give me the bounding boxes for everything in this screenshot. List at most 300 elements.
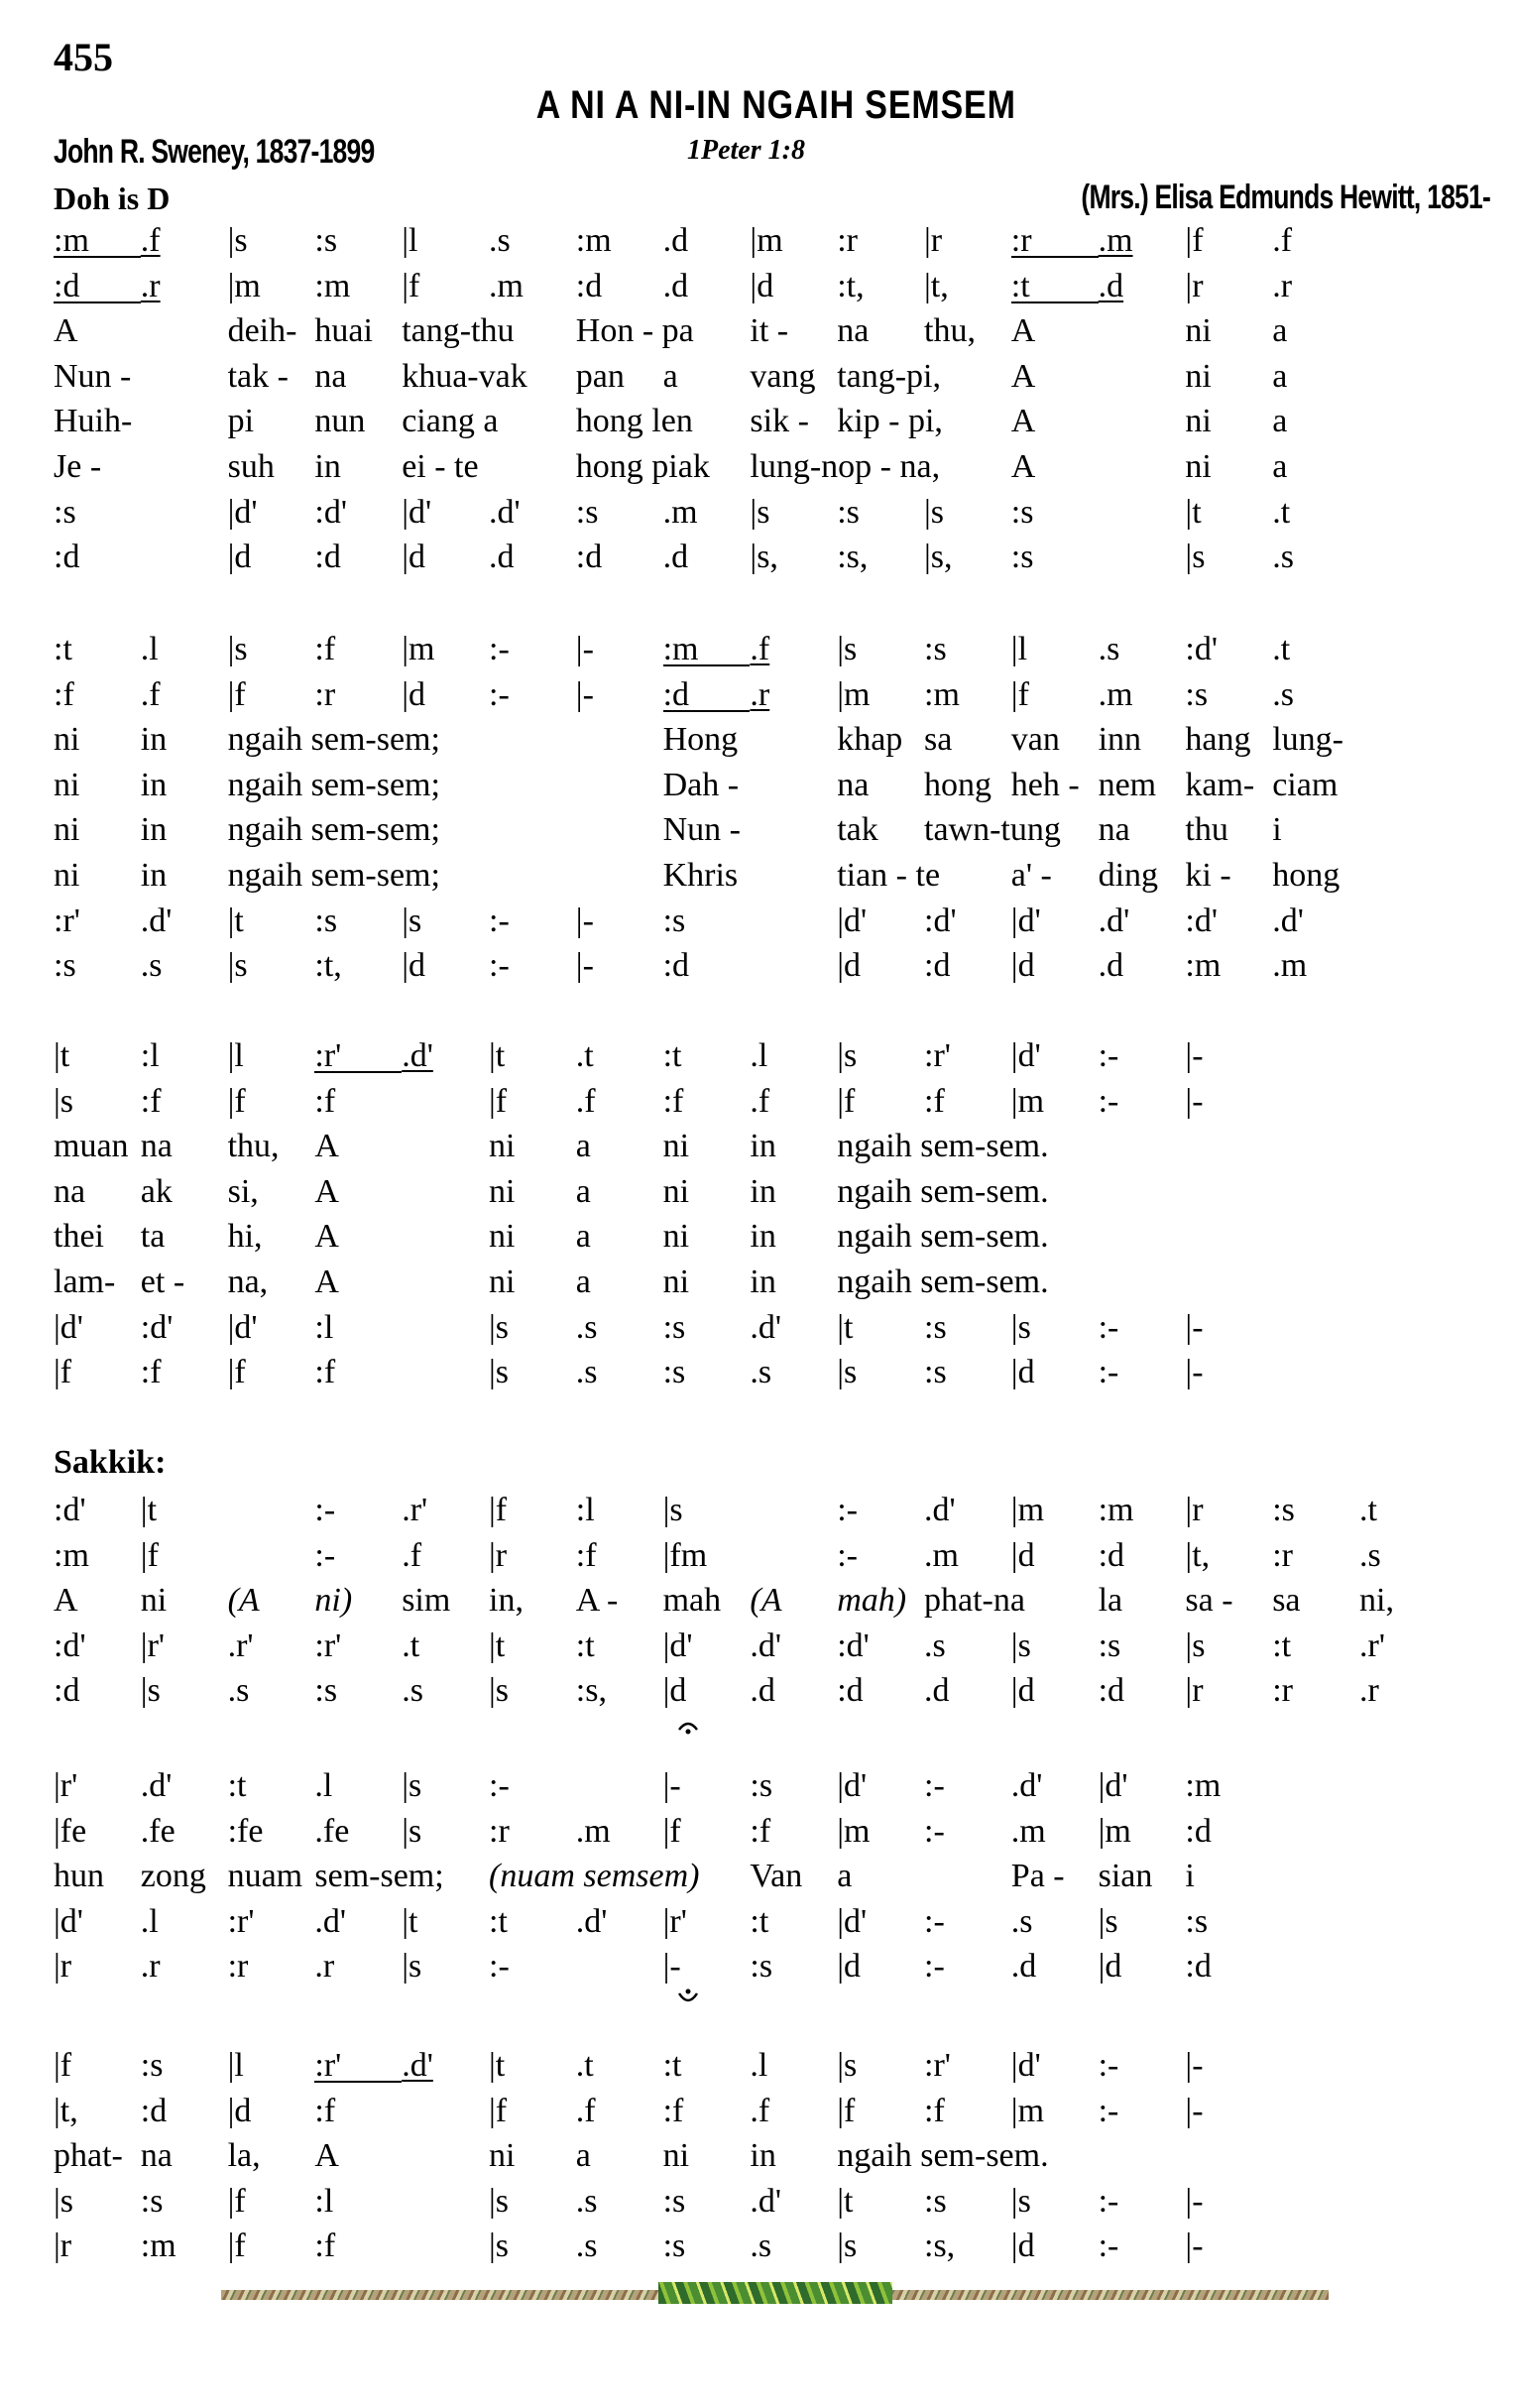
score-cell: ding xyxy=(1098,857,1159,894)
score-cell: thu, xyxy=(924,312,976,350)
score-cell: |- xyxy=(1185,1354,1204,1391)
score-cell: |d' xyxy=(837,1902,868,1940)
score-cell: .d' xyxy=(750,1308,782,1346)
score-cell: zong xyxy=(140,1858,206,1895)
score-cell: |l xyxy=(402,222,418,259)
score-cell: |f xyxy=(489,2092,508,2129)
score-cell: |s xyxy=(837,631,858,667)
score-cell: in xyxy=(750,2137,776,2175)
score-cell: .m xyxy=(1010,1812,1046,1850)
score-cell: |- xyxy=(575,947,594,985)
score-cell: :s xyxy=(54,493,76,531)
score-cell: :s, xyxy=(837,539,869,576)
score-cell: .m xyxy=(1098,222,1133,259)
score-cell: .t xyxy=(1359,1492,1377,1528)
score-cell: .d' xyxy=(314,1902,347,1940)
score-line xyxy=(0,1214,1517,1260)
score-line xyxy=(0,2043,1517,2089)
score-cell: :s xyxy=(1185,675,1209,713)
score-cell: A xyxy=(54,1582,78,1620)
score-cell: |f xyxy=(1185,222,1204,259)
score-cell: .r xyxy=(140,267,161,304)
score-cell: :- xyxy=(489,947,510,985)
score-cell: :m xyxy=(1185,1767,1222,1804)
score-cell: |t, xyxy=(1185,1536,1211,1574)
score-cell: .d xyxy=(662,267,689,304)
score-cell: :- xyxy=(837,1536,858,1574)
score-cell: a xyxy=(575,1172,591,1210)
score-cell: :d' xyxy=(140,1308,174,1346)
score-cell: :s xyxy=(1098,1626,1121,1664)
score-cell: .m xyxy=(489,267,524,304)
score-cell: a xyxy=(1272,403,1288,440)
score-cell: thu, xyxy=(227,1128,280,1165)
score-cell: A - xyxy=(575,1582,619,1620)
score-cell: .f xyxy=(575,1082,596,1120)
score-cell: :t xyxy=(750,1902,769,1940)
score-cell: |t xyxy=(227,902,244,939)
score-cell: |- xyxy=(662,1948,681,1986)
score-cell: in xyxy=(140,766,168,803)
score-cell: .r' xyxy=(227,1626,254,1664)
score-cell: :- xyxy=(489,1767,510,1804)
score-cell: |- xyxy=(1185,1082,1204,1120)
score-cell: .s xyxy=(489,222,511,259)
score-cell: |d' xyxy=(1010,902,1041,939)
score-cell: A xyxy=(1010,403,1036,440)
score-cell: |t xyxy=(837,2182,854,2220)
score-cell: .s xyxy=(750,1354,772,1391)
score-cell: phat-na xyxy=(924,1582,1025,1620)
score-cell: ni xyxy=(489,2137,516,2175)
score-cell: in xyxy=(750,1218,776,1256)
score-cell: .d' xyxy=(750,2182,782,2220)
score-cell: (nuam semsem) xyxy=(489,1858,700,1895)
score-cell: |- xyxy=(575,675,594,713)
score-cell: .s xyxy=(575,1308,598,1346)
score-cell: :f xyxy=(314,2092,336,2129)
score-cell: phat- xyxy=(54,2137,123,2175)
score-cell: .l xyxy=(140,631,159,667)
score-cell: :f xyxy=(662,1082,684,1120)
score-cell: |r xyxy=(1185,267,1204,304)
score-cell: :d xyxy=(575,539,603,576)
score-cell: hong xyxy=(1272,857,1341,894)
score-cell: |s xyxy=(837,1037,858,1074)
score-cell: pi xyxy=(227,403,255,440)
score-cell: :s xyxy=(750,1767,773,1804)
score-cell: ngaih sem-sem; xyxy=(227,811,440,849)
score-cell: lung-nop - na, xyxy=(750,448,941,485)
score-cell: ngaih sem-sem. xyxy=(837,1128,1049,1165)
score-cell: :r xyxy=(1272,1672,1293,1710)
score-cell: :s xyxy=(924,1308,947,1346)
score-cell: :s xyxy=(575,493,599,531)
score-line xyxy=(0,1944,1517,1989)
score-cell: |d xyxy=(662,1672,687,1710)
score-cell: :d' xyxy=(1185,631,1218,667)
score-cell: a xyxy=(1272,448,1288,485)
score-cell: :d' xyxy=(314,493,347,531)
score-line xyxy=(0,1124,1517,1169)
score-line xyxy=(0,308,1517,354)
score-cell: inn xyxy=(1098,721,1142,759)
score-line xyxy=(0,1899,1517,1945)
score-cell: :t xyxy=(227,1767,247,1804)
score-cell: :s xyxy=(924,2182,947,2220)
score-cell: .d xyxy=(662,539,689,576)
score-cell: :- xyxy=(489,631,510,667)
score-cell: |t xyxy=(54,1037,70,1074)
score-cell: |r' xyxy=(662,1902,687,1940)
score-cell: .t xyxy=(575,1037,594,1074)
score-cell: :m xyxy=(140,2227,176,2265)
score-cell: ni xyxy=(140,1582,168,1620)
score-cell: :d xyxy=(662,947,690,985)
score-cell: ni xyxy=(662,1264,690,1300)
score-cell: :s xyxy=(924,631,947,667)
score-line xyxy=(0,1488,1517,1533)
score-line xyxy=(0,627,1517,672)
score-cell: :s, xyxy=(575,1672,607,1710)
score-cell: |d xyxy=(1010,1354,1035,1391)
score-cell: |m xyxy=(1010,2092,1045,2129)
score-cell: .f xyxy=(140,222,161,259)
score-cell: suh xyxy=(227,448,275,485)
score-cell: nun xyxy=(314,403,366,440)
score-cell: :d xyxy=(314,539,341,576)
score-cell: si, xyxy=(227,1172,259,1210)
score-line xyxy=(0,1763,1517,1809)
score-cell: :f xyxy=(662,2092,684,2129)
score-cell: |s xyxy=(227,631,248,667)
score-cell: ta xyxy=(140,1218,166,1256)
score-line xyxy=(0,1809,1517,1855)
score-cell: ngaih sem-sem; xyxy=(227,857,440,894)
score-cell: :s xyxy=(314,1672,338,1710)
score-cell: tawn-tung xyxy=(924,811,1061,849)
score-cell: ni, xyxy=(1359,1582,1394,1620)
score-cell: :f xyxy=(314,631,336,667)
score-cell: ni xyxy=(54,857,80,894)
score-cell: |- xyxy=(575,902,594,939)
score-cell: .t xyxy=(1272,631,1291,667)
score-cell: :f xyxy=(314,1082,336,1120)
score-cell: :s xyxy=(1272,1492,1295,1528)
score-cell: ngaih sem-sem; xyxy=(227,766,440,803)
score-cell: :t xyxy=(489,1902,508,1940)
score-cell: ngaih sem-sem; xyxy=(227,721,440,759)
score-cell: .f xyxy=(1272,222,1293,259)
score-cell: :r xyxy=(837,222,858,259)
score-cell: .f xyxy=(750,631,770,667)
score-cell: heh - xyxy=(1010,766,1080,803)
score-cell: mah) xyxy=(837,1582,907,1620)
score-cell: .f xyxy=(575,2092,596,2129)
score-cell: Van xyxy=(750,1858,803,1895)
score-cell: :s xyxy=(140,2047,164,2084)
score-cell: Je - xyxy=(54,448,102,485)
score-cell: Nun - xyxy=(54,357,132,395)
score-cell: .m xyxy=(1098,675,1133,713)
score-cell: :d' xyxy=(1185,902,1218,939)
score-cell: :- xyxy=(924,1812,945,1850)
score-cell: |s xyxy=(489,1354,510,1391)
score-line xyxy=(0,264,1517,309)
score-cell: :r xyxy=(1011,218,1099,258)
score-cell: .d' xyxy=(140,1767,173,1804)
score-cell: :d xyxy=(54,539,80,576)
score-cell: |t xyxy=(837,1308,854,1346)
score-cell: :m xyxy=(1185,947,1222,985)
score-cell: sa xyxy=(924,721,953,759)
score-cell: A xyxy=(314,1172,339,1210)
score-cell: |s xyxy=(227,222,248,259)
score-cell: a xyxy=(837,1858,853,1895)
score-cell: it - xyxy=(750,312,789,350)
score-cell: sem-sem; xyxy=(314,1858,444,1895)
score-cell: thu xyxy=(1185,811,1228,849)
score-cell: .r' xyxy=(1359,1626,1385,1664)
score-cell: :r' xyxy=(924,1037,951,1074)
score-cell: ni xyxy=(662,1172,690,1210)
score-line xyxy=(0,763,1517,808)
score-cell: ki - xyxy=(1185,857,1231,894)
score-cell: |s xyxy=(924,493,945,531)
score-cell: A xyxy=(1010,357,1036,395)
score-cell: :- xyxy=(489,675,510,713)
score-line xyxy=(0,1033,1517,1079)
score-cell: vang xyxy=(750,357,816,395)
score-cell: :t xyxy=(662,2047,682,2084)
score-cell: |r xyxy=(1185,1672,1204,1710)
score-cell: |f xyxy=(54,2047,72,2084)
score-cell: Khris xyxy=(662,857,739,894)
score-cell: |s xyxy=(1185,539,1206,576)
score-cell: ciang a xyxy=(402,403,499,440)
chorus-label: Sakkik: xyxy=(54,1444,167,1481)
score-cell: |s, xyxy=(750,539,778,576)
score-cell: :s xyxy=(1185,1902,1209,1940)
score-cell: :- xyxy=(314,1492,336,1528)
score-cell: ni xyxy=(662,1128,690,1165)
score-cell: |f xyxy=(54,1354,72,1391)
score-cell: :s xyxy=(750,1948,773,1986)
score-cell: .f xyxy=(140,675,161,713)
score-cell: :- xyxy=(489,902,510,939)
score-line xyxy=(0,1350,1517,1395)
score-cell: :f xyxy=(750,1812,771,1850)
score-cell: .fe xyxy=(314,1812,350,1850)
score-cell: :r xyxy=(314,675,336,713)
score-cell: |s xyxy=(402,1812,422,1850)
score-cell: muan xyxy=(54,1128,129,1165)
score-cell: na xyxy=(314,357,347,395)
score-cell: :- xyxy=(1098,1082,1119,1120)
score-cell: tak xyxy=(837,811,878,849)
hymn-title-text: A NI A NI-IN NGAIH SEMSEM xyxy=(535,83,1017,127)
score-cell: |s xyxy=(140,1672,161,1710)
score-cell: lam- xyxy=(54,1264,116,1300)
score-cell: |s xyxy=(402,902,422,939)
score-cell: :f xyxy=(314,1354,336,1391)
score-cell: sik - xyxy=(750,403,809,440)
score-cell: :d xyxy=(1098,1536,1125,1574)
hymn-number: 455 xyxy=(54,35,113,79)
score-cell: ni xyxy=(489,1264,516,1300)
score-cell: |l xyxy=(227,2047,244,2084)
score-cell: |fm xyxy=(662,1536,708,1574)
score-cell: na xyxy=(837,766,870,803)
score-cell: :t, xyxy=(314,947,342,985)
score-cell: :s xyxy=(662,1308,686,1346)
score-cell: :f xyxy=(314,2227,336,2265)
score-cell: :t xyxy=(1011,264,1099,303)
score-cell: |s xyxy=(837,2227,858,2265)
score-cell: :r' xyxy=(54,902,80,939)
score-cell: i xyxy=(1185,1858,1195,1895)
score-line xyxy=(0,1668,1517,1714)
score-line xyxy=(0,672,1517,718)
score-cell: |fe xyxy=(54,1812,87,1850)
composer: John R. Sweney, 1837-1899 xyxy=(54,133,375,171)
score-cell: ni xyxy=(662,1218,690,1256)
score-cell: .s xyxy=(1272,539,1294,576)
score-cell: .s xyxy=(924,1626,946,1664)
score-cell: :r' xyxy=(924,2047,951,2084)
score-cell: .t xyxy=(1272,493,1291,531)
score-cell: :m xyxy=(575,222,612,259)
score-cell: hang xyxy=(1185,721,1251,759)
score-cell: .m xyxy=(575,1812,611,1850)
score-cell: Pa - xyxy=(1010,1858,1065,1895)
score-cell: :l xyxy=(314,1308,334,1346)
score-line xyxy=(0,943,1517,989)
score-cell: .s xyxy=(750,2227,772,2265)
score-cell: |d' xyxy=(837,902,868,939)
score-cell: |r xyxy=(489,1536,508,1574)
score-cell: |f xyxy=(227,2227,246,2265)
score-cell: in xyxy=(140,811,168,849)
score-cell: .r' xyxy=(402,1492,428,1528)
score-cell: ni xyxy=(54,811,80,849)
score-cell: |f xyxy=(837,2092,856,2129)
score-cell: |d' xyxy=(1098,1767,1128,1804)
score-cell: |d xyxy=(402,539,425,576)
score-cell: A xyxy=(1010,448,1036,485)
score-cell: nem xyxy=(1098,766,1157,803)
score-cell: tang-pi, xyxy=(837,357,941,395)
score-cell: .l xyxy=(314,1767,333,1804)
score-cell: :- xyxy=(924,1948,945,1986)
score-cell: .s xyxy=(1010,1902,1033,1940)
decorative-divider-ornament xyxy=(658,2282,892,2304)
score-cell: :l xyxy=(314,2182,334,2220)
score-cell: tang-thu xyxy=(402,312,515,350)
score-cell: |s xyxy=(54,2182,74,2220)
score-line xyxy=(0,354,1517,400)
score-cell: |r xyxy=(54,2227,72,2265)
score-cell: |s xyxy=(1010,1626,1031,1664)
score-cell: Dah - xyxy=(662,766,740,803)
score-cell: a xyxy=(1272,312,1288,350)
score-cell: :d' xyxy=(54,1492,86,1528)
score-cell: ni xyxy=(54,766,80,803)
score-cell: in xyxy=(750,1172,776,1210)
score-cell: |- xyxy=(1185,2092,1204,2129)
score-cell: ngaih sem-sem. xyxy=(837,2137,1049,2175)
score-cell: :r' xyxy=(227,1902,255,1940)
score-cell: ni) xyxy=(314,1582,353,1620)
score-cell: |l xyxy=(227,1037,244,1074)
score-cell: |- xyxy=(662,1767,681,1804)
score-cell: :- xyxy=(1098,2227,1119,2265)
score-cell: |f xyxy=(837,1082,856,1120)
score-cell: hi, xyxy=(227,1218,263,1256)
score-cell: thei xyxy=(54,1218,104,1256)
score-line xyxy=(0,1533,1517,1579)
score-cell: |f xyxy=(227,1082,246,1120)
score-cell: ngaih sem-sem. xyxy=(837,1264,1049,1300)
score-cell: A xyxy=(314,1128,339,1165)
score-cell: |d' xyxy=(1010,1037,1041,1074)
score-line xyxy=(0,399,1517,444)
score-cell: :t xyxy=(575,1626,595,1664)
score-cell: kip - pi, xyxy=(837,403,943,440)
score-cell: :s xyxy=(54,947,76,985)
score-cell: :- xyxy=(1098,2047,1119,2084)
score-cell: sa xyxy=(1272,1582,1301,1620)
score-cell: |s, xyxy=(924,539,953,576)
score-cell: .d' xyxy=(140,902,173,939)
score-cell: Hon - pa xyxy=(575,312,694,350)
score-cell: a xyxy=(575,1218,591,1256)
score-cell: |f xyxy=(227,2182,246,2220)
score-cell: |s xyxy=(837,2047,858,2084)
score-cell: :t xyxy=(54,631,72,667)
score-cell: |d' xyxy=(402,493,432,531)
score-cell: :r xyxy=(227,1948,249,1986)
score-cell: |d xyxy=(837,947,861,985)
score-cell: |s xyxy=(1185,1626,1206,1664)
score-line xyxy=(0,1169,1517,1215)
score-cell: ni xyxy=(662,2137,690,2175)
score-cell: .t xyxy=(402,1626,420,1664)
score-cell: .s xyxy=(1272,675,1294,713)
score-cell: |f xyxy=(227,1354,246,1391)
score-cell: .d' xyxy=(924,1492,956,1528)
score-cell: sim xyxy=(402,1582,451,1620)
score-cell: |s xyxy=(1010,1308,1031,1346)
score-cell: :d xyxy=(575,267,603,304)
score-cell: |t, xyxy=(924,267,949,304)
score-line xyxy=(0,2133,1517,2179)
score-cell: .d xyxy=(489,539,515,576)
score-cell: |- xyxy=(575,631,594,667)
score-cell: |d' xyxy=(662,1626,693,1664)
score-cell: .d xyxy=(662,222,689,259)
score-cell: A xyxy=(54,312,78,350)
score-cell: |- xyxy=(1185,2227,1204,2265)
score-cell: :d xyxy=(924,947,951,985)
score-cell: .m xyxy=(924,1536,959,1574)
score-cell: |d' xyxy=(227,1308,258,1346)
score-cell: a' - xyxy=(1010,857,1052,894)
score-cell: hun xyxy=(54,1858,104,1895)
score-cell: |s xyxy=(227,947,248,985)
score-cell: .t xyxy=(575,2047,594,2084)
score-cell: na xyxy=(1098,811,1130,849)
